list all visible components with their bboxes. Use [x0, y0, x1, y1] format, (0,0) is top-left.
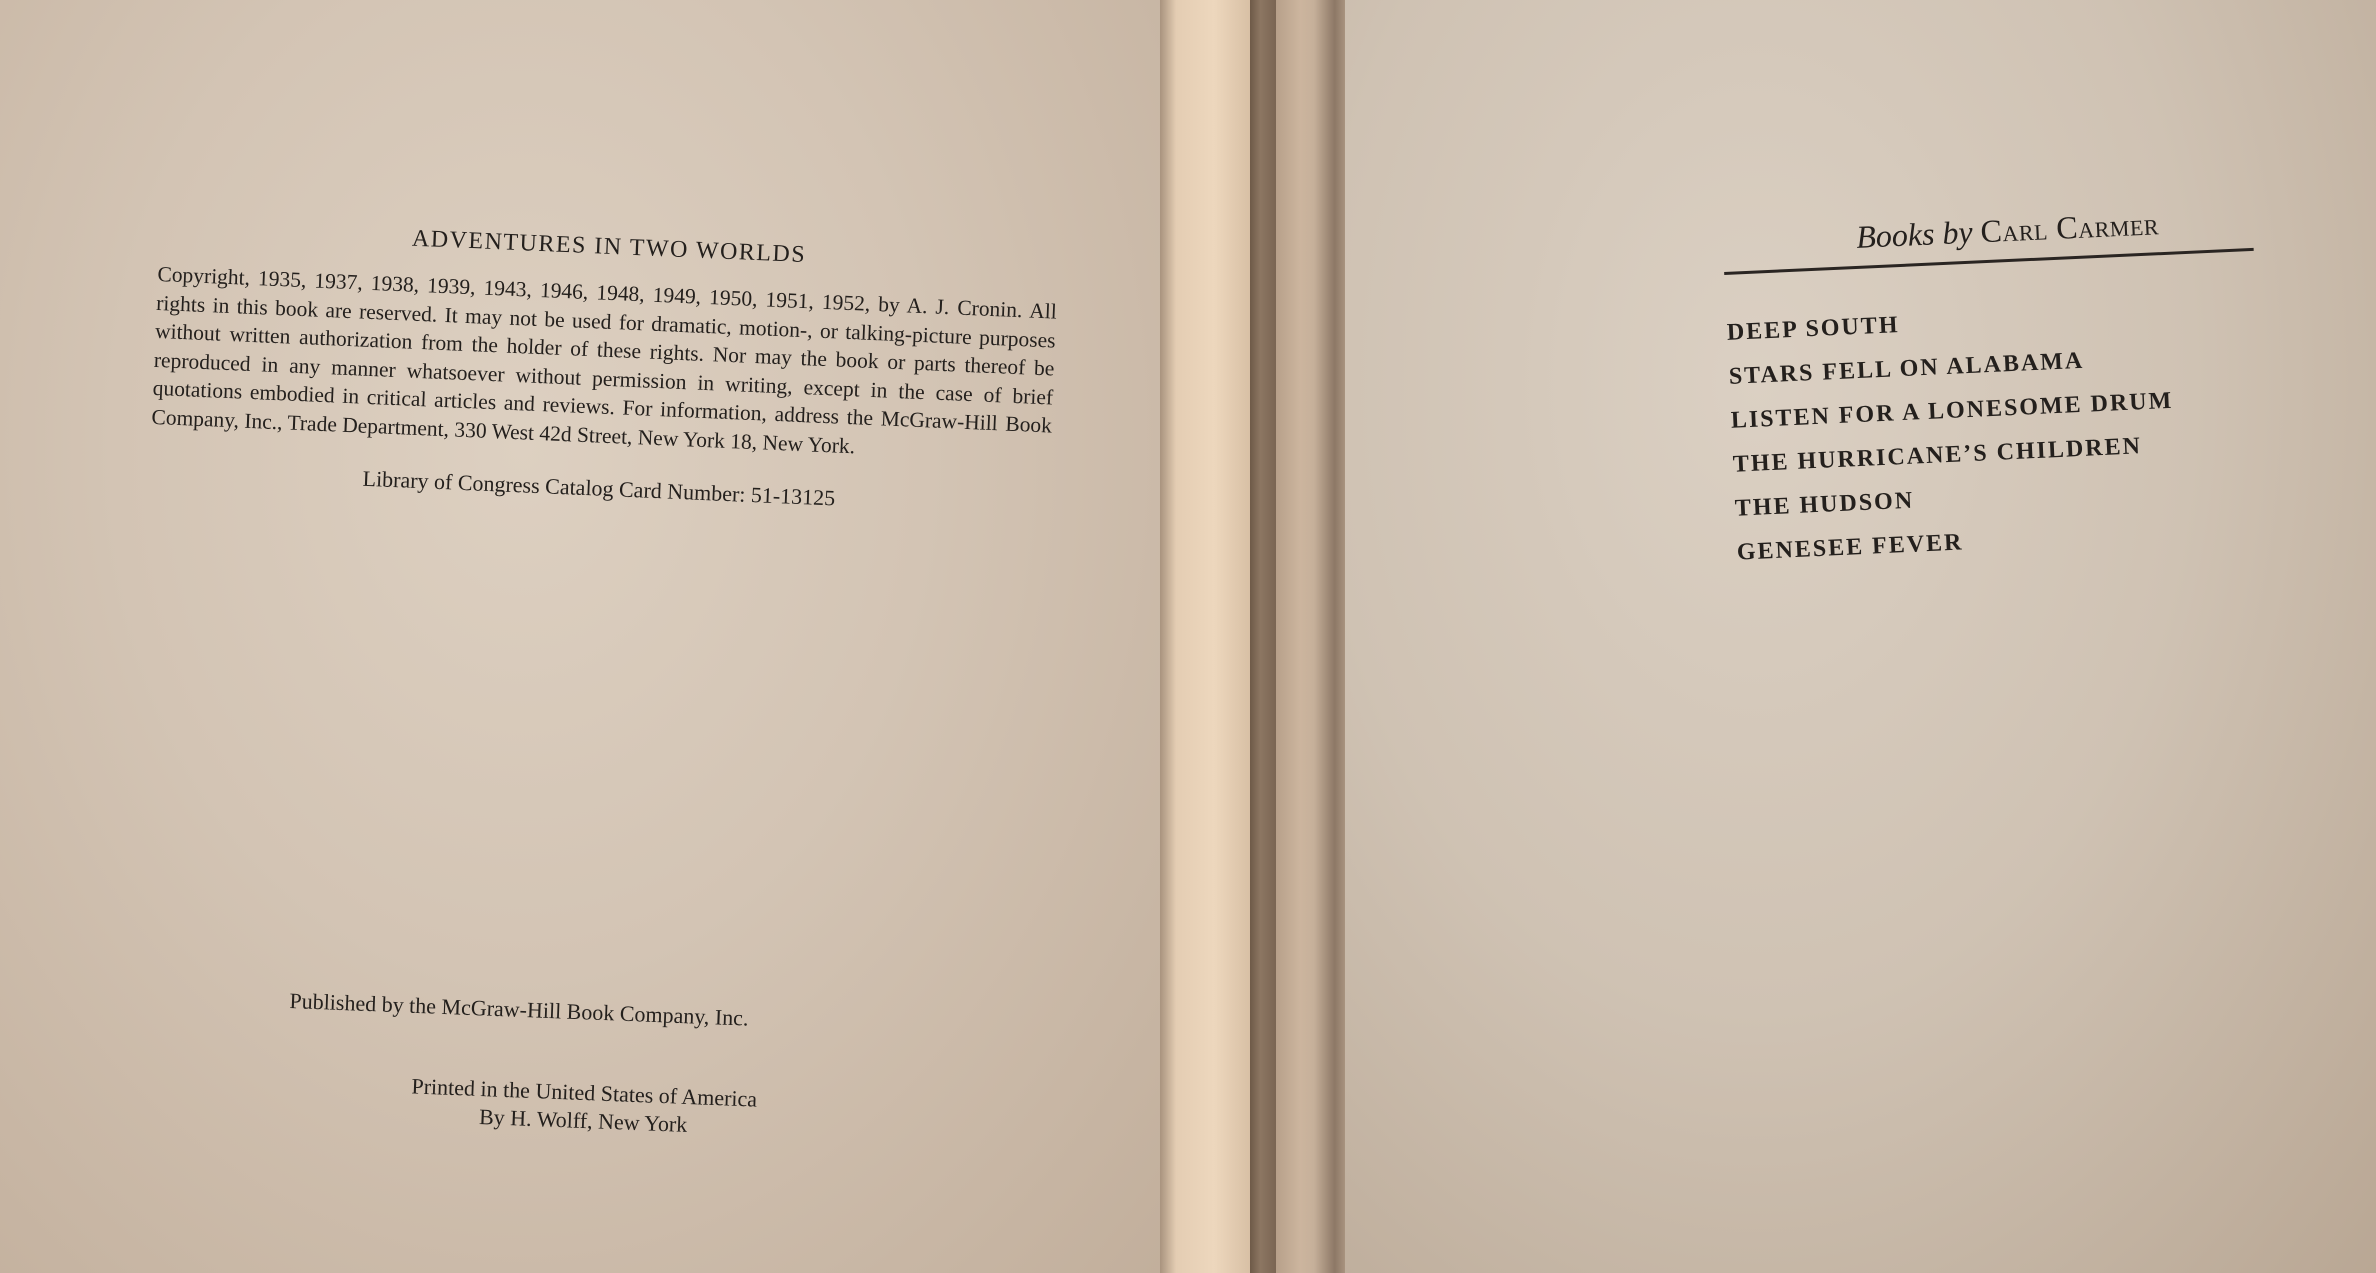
page-edge-right	[1276, 0, 1345, 1273]
publisher-line: Published by the McGraw-Hill Book Company, Inc.	[289, 988, 749, 1031]
printer-name-line: By H. Wolff, New York	[478, 1104, 688, 1137]
library-of-congress-number: Library of Congress Catalog Card Number: 51-13125	[362, 465, 836, 511]
printer-block	[348, 1070, 820, 1144]
author-name: Carl Carmer	[1979, 205, 2160, 250]
list-item: DEEP SOUTH	[1726, 312, 1901, 346]
copyright-block	[149, 215, 1059, 520]
list-item: THE HURRICANE’S CHILDREN	[1732, 433, 2143, 478]
printed-in-line: Printed in the United States of America	[411, 1073, 758, 1112]
page-edge-left	[1160, 0, 1250, 1273]
list-item: STARS FELL ON ALABAMA	[1728, 347, 2085, 390]
books-by-author-block	[1722, 201, 2277, 575]
book-title: ADVENTURES IN TWO WORLDS	[411, 225, 807, 269]
list-item: GENESEE FEVER	[1736, 529, 1964, 566]
heading-prefix: Books by	[1855, 213, 1974, 255]
list-item: THE HUDSON	[1734, 487, 1915, 522]
publisher-block	[289, 988, 910, 1038]
also-by-page	[1345, 0, 2376, 1273]
book-spine-gutter	[1250, 0, 1276, 1273]
copyright-notice: Copyright, 1935, 1937, 1938, 1939, 1943, 1946, 1948, 1949, 1950, 1951, 1952, by A. J. Cronin. All rights in this book are reserved. It may not be used for dramatic, motion-, or talking-picture purposes without written authorization from the holder of these rights. Nor may the book or parts thereof be reproduced in any manner whatsoever without permission in writing, except in the case of brief quotations embodied in critical articles and reviews. For information, address the McGraw-Hill Book Company, Inc., Trade Department, 330 West 42d Street, New York 18, New York.	[151, 261, 1058, 458]
list-item: LISTEN FOR A LONESOME DRUM	[1730, 387, 2174, 434]
copyright-page	[0, 0, 1160, 1273]
books-list	[1726, 286, 2277, 574]
